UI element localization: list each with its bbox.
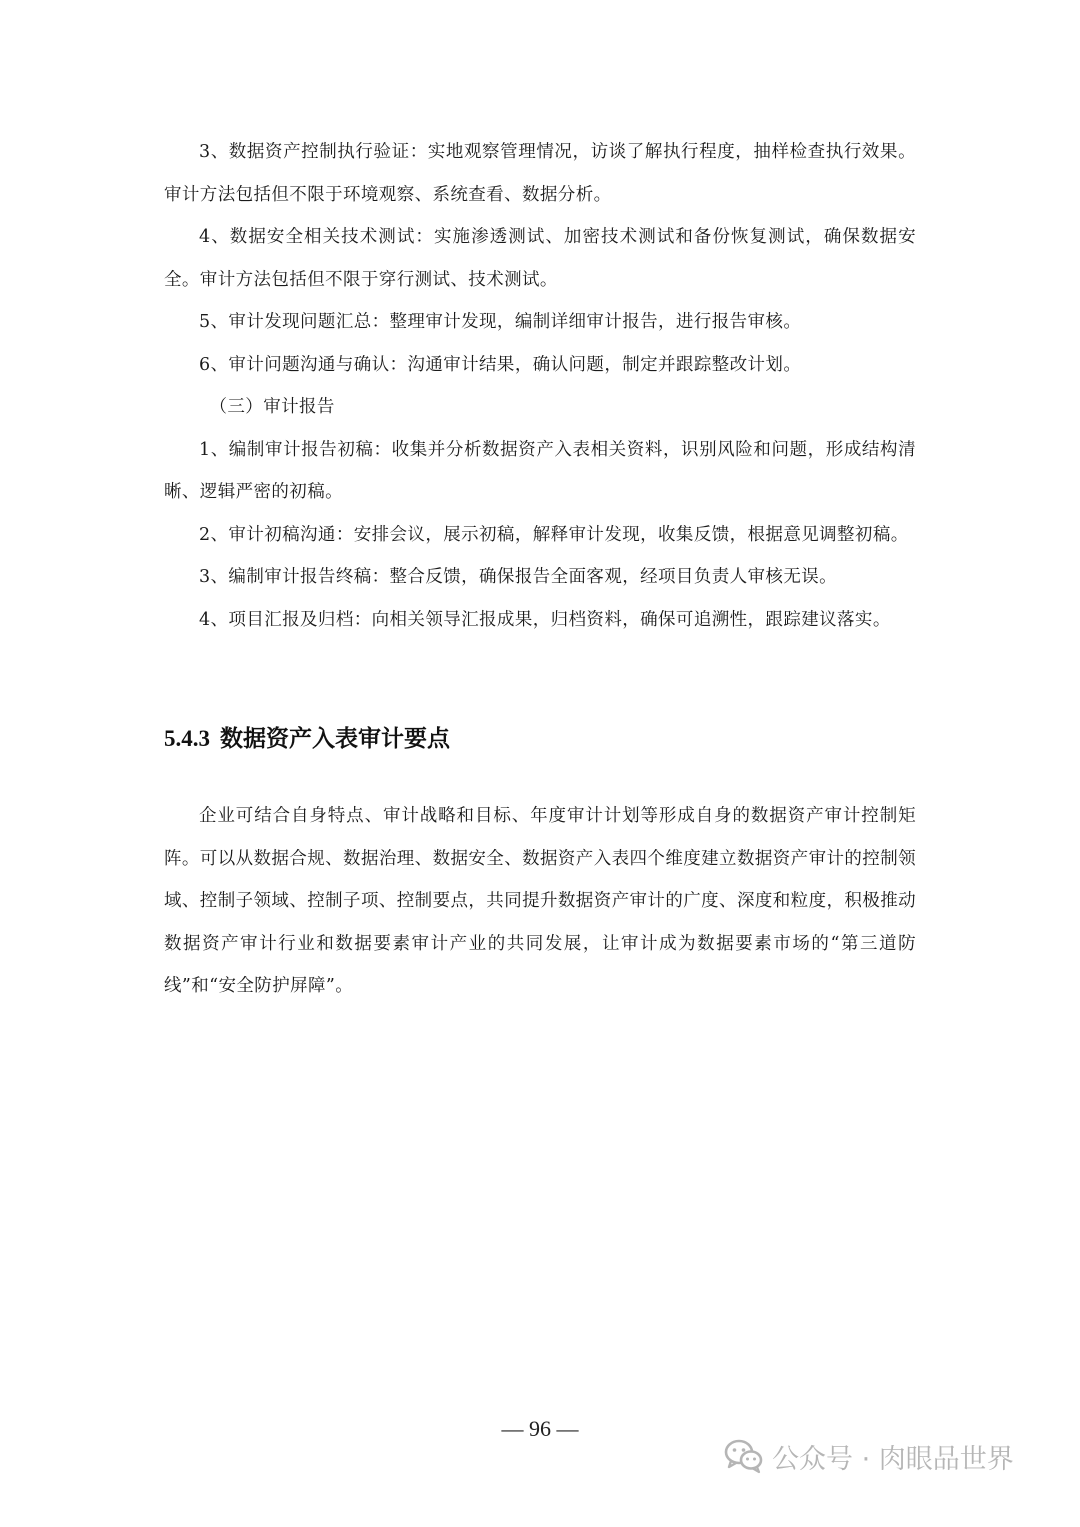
section-paragraph: 企业可结合自身特点、审计战略和目标、年度审计计划等形成自身的数据资产审计控制矩阵。可以从数据合规、数据治理、数据安全、数据资产入表四个维度建立数据资产审计的控制领域、控制子领域、控制子项、控制要点，共同提升数据资产审计的广度、深度和粒度，积极推动数据资产审计行业和数据要素审计产业的共同发展，让审计成为数据要素市场的“第三道防线”和“安全防护屏障”。: [164, 806, 916, 996]
wechat-icon: [724, 1438, 764, 1474]
report-step-4: 4、项目汇报及归档：向相关领导汇报成果，归档资料，确保可追溯性，跟踪建议落实。: [199, 609, 891, 630]
audit-process-text: [164, 131, 916, 641]
section-body: [164, 795, 916, 1008]
section-number: 5.4.3: [164, 726, 210, 751]
section-heading: [164, 716, 450, 762]
report-subheading: （三）审计报告: [209, 397, 335, 417]
audit-step-5: 5、审计发现问题汇总：整理审计发现，编制详细审计报告，进行报告审核。: [199, 312, 802, 332]
audit-step-4: 4、数据安全相关技术测试：实施渗透测试、加密技术测试和备份恢复测试，确保数据安全。审计方法包括但不限于穿行测试、技术测试。: [164, 227, 916, 290]
watermark-text: 公众号 · 肉眼品世界: [772, 1443, 1014, 1475]
report-step-3: 3、编制审计报告终稿：整合反馈，确保报告全面客观，经项目负责人审核无误。: [199, 567, 838, 587]
page-number: — 96 —: [501, 1416, 579, 1441]
report-step-1: 1、编制审计报告初稿：收集并分析数据资产入表相关资料，识别风险和问题，形成结构清晰、逻辑严密的初稿。: [164, 439, 916, 502]
audit-step-3: 3、数据资产控制执行验证：实地观察管理情况，访谈了解执行程度，抽样检查执行效果。审计方法包括但不限于环境观察、系统查看、数据分析。: [164, 142, 916, 205]
section-title: 数据资产入表审计要点: [220, 726, 450, 752]
watermark: [724, 1430, 1014, 1482]
report-step-2: 2、审计初稿沟通：安排会议，展示初稿，解释审计发现，收集反馈，根据意见调整初稿。: [199, 524, 909, 545]
audit-step-6: 6、审计问题沟通与确认：沟通审计结果，确认问题，制定并跟踪整改计划。: [199, 354, 802, 375]
